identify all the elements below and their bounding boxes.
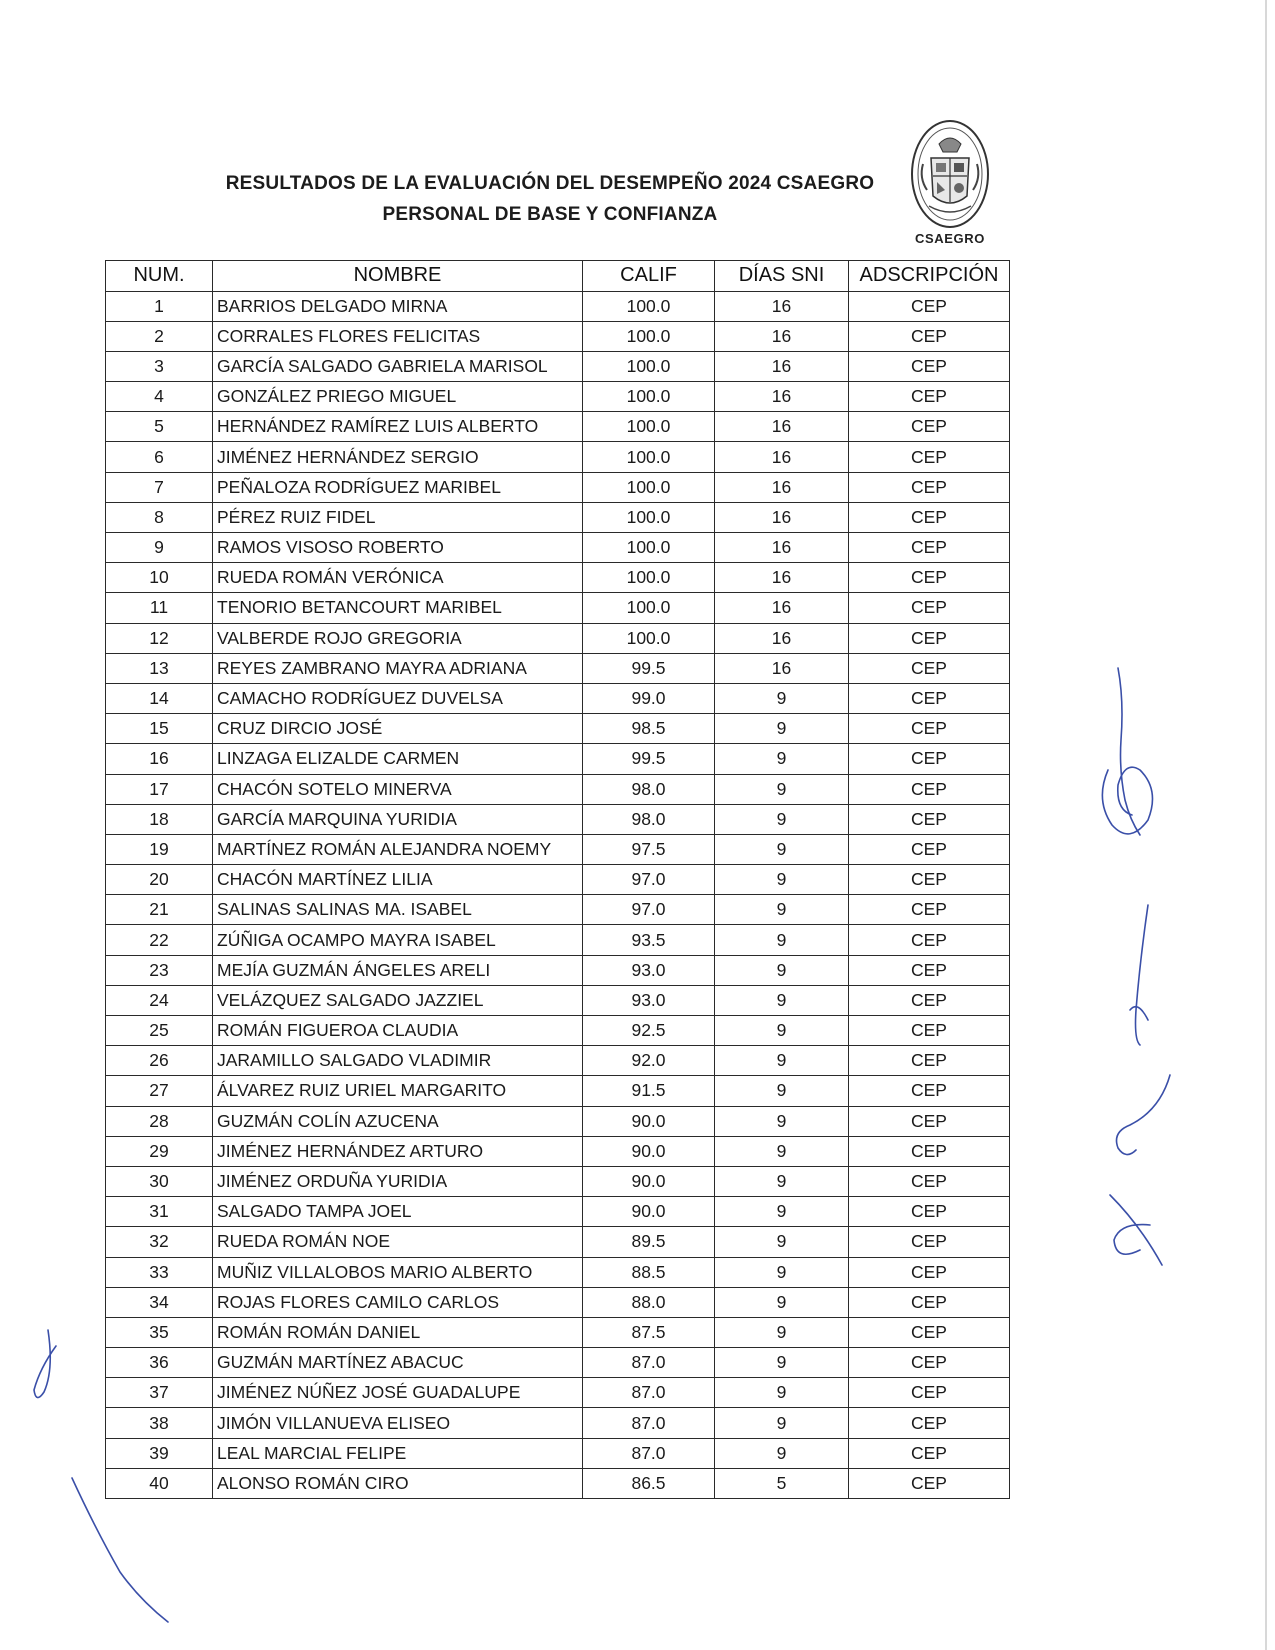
cell-dias-sni: 16	[715, 382, 849, 412]
cell-adscripcion: CEP	[849, 955, 1010, 985]
cell-nombre: BARRIOS DELGADO MIRNA	[213, 291, 583, 321]
cell-num: 1	[106, 291, 213, 321]
cell-num: 20	[106, 865, 213, 895]
signature-mark-1	[1118, 668, 1140, 835]
cell-calif: 100.0	[583, 321, 715, 351]
cell-num: 33	[106, 1257, 213, 1287]
cell-dias-sni: 9	[715, 955, 849, 985]
cell-adscripcion: CEP	[849, 1348, 1010, 1378]
cell-num: 39	[106, 1438, 213, 1468]
cell-nombre: ZÚÑIGA OCAMPO MAYRA ISABEL	[213, 925, 583, 955]
cell-num: 36	[106, 1348, 213, 1378]
cell-num: 12	[106, 623, 213, 653]
cell-nombre: JIMÓN VILLANUEVA ELISEO	[213, 1408, 583, 1438]
cell-calif: 87.0	[583, 1348, 715, 1378]
cell-dias-sni: 9	[715, 1227, 849, 1257]
cell-nombre: RUEDA ROMÁN VERÓNICA	[213, 563, 583, 593]
cell-num: 13	[106, 653, 213, 683]
cell-calif: 87.0	[583, 1378, 715, 1408]
cell-num: 21	[106, 895, 213, 925]
cell-dias-sni: 9	[715, 683, 849, 713]
cell-dias-sni: 9	[715, 1408, 849, 1438]
cell-adscripcion: CEP	[849, 533, 1010, 563]
cell-calif: 87.5	[583, 1317, 715, 1347]
cell-calif: 97.0	[583, 895, 715, 925]
cell-calif: 93.0	[583, 955, 715, 985]
cell-adscripcion: CEP	[849, 623, 1010, 653]
cell-num: 32	[106, 1227, 213, 1257]
cell-num: 34	[106, 1287, 213, 1317]
cell-nombre: VELÁZQUEZ SALGADO JAZZIEL	[213, 985, 583, 1015]
cell-calif: 93.5	[583, 925, 715, 955]
cell-adscripcion: CEP	[849, 291, 1010, 321]
cell-calif: 100.0	[583, 472, 715, 502]
cell-nombre: RAMOS VISOSO ROBERTO	[213, 533, 583, 563]
cell-num: 14	[106, 683, 213, 713]
cell-adscripcion: CEP	[849, 895, 1010, 925]
cell-nombre: PEÑALOZA RODRÍGUEZ MARIBEL	[213, 472, 583, 502]
cell-adscripcion: CEP	[849, 653, 1010, 683]
cell-dias-sni: 16	[715, 412, 849, 442]
cell-calif: 97.0	[583, 865, 715, 895]
cell-dias-sni: 9	[715, 1016, 849, 1046]
cell-num: 2	[106, 321, 213, 351]
signature-mark-5	[34, 1330, 56, 1398]
cell-calif: 99.0	[583, 683, 715, 713]
cell-num: 40	[106, 1468, 213, 1498]
header-dias-sni: DÍAS SNI	[715, 261, 849, 292]
cell-adscripcion: CEP	[849, 442, 1010, 472]
cell-num: 8	[106, 502, 213, 532]
cell-dias-sni: 9	[715, 1106, 849, 1136]
cell-dias-sni: 16	[715, 653, 849, 683]
cell-calif: 100.0	[583, 291, 715, 321]
cell-adscripcion: CEP	[849, 985, 1010, 1015]
cell-num: 4	[106, 382, 213, 412]
cell-adscripcion: CEP	[849, 1257, 1010, 1287]
cell-nombre: ROJAS FLORES CAMILO CARLOS	[213, 1287, 583, 1317]
cell-adscripcion: CEP	[849, 804, 1010, 834]
cell-dias-sni: 5	[715, 1468, 849, 1498]
title-line-1: RESULTADOS DE LA EVALUACIÓN DEL DESEMPEÑO 2024 CSAEGRO	[225, 173, 875, 194]
cell-dias-sni: 9	[715, 714, 849, 744]
cell-nombre: ROMÁN FIGUEROA CLAUDIA	[213, 1016, 583, 1046]
cell-num: 37	[106, 1378, 213, 1408]
cell-dias-sni: 9	[715, 1136, 849, 1166]
cell-calif: 100.0	[583, 593, 715, 623]
cell-nombre: GUZMÁN MARTÍNEZ ABACUC	[213, 1348, 583, 1378]
cell-adscripcion: CEP	[849, 1317, 1010, 1347]
cell-nombre: JIMÉNEZ HERNÁNDEZ ARTURO	[213, 1136, 583, 1166]
cell-adscripcion: CEP	[849, 321, 1010, 351]
cell-calif: 97.5	[583, 834, 715, 864]
cell-adscripcion: CEP	[849, 1468, 1010, 1498]
cell-nombre: TENORIO BETANCOURT MARIBEL	[213, 593, 583, 623]
cell-adscripcion: CEP	[849, 1197, 1010, 1227]
cell-dias-sni: 9	[715, 774, 849, 804]
cell-adscripcion: CEP	[849, 834, 1010, 864]
cell-calif: 100.0	[583, 382, 715, 412]
cell-num: 11	[106, 593, 213, 623]
signature-mark-4	[1110, 1195, 1162, 1265]
cell-calif: 86.5	[583, 1468, 715, 1498]
cell-nombre: GUZMÁN COLÍN AZUCENA	[213, 1106, 583, 1136]
cell-nombre: SALINAS SALINAS MA. ISABEL	[213, 895, 583, 925]
cell-num: 6	[106, 442, 213, 472]
cell-adscripcion: CEP	[849, 683, 1010, 713]
cell-dias-sni: 9	[715, 1046, 849, 1076]
cell-calif: 88.0	[583, 1287, 715, 1317]
cell-calif: 100.0	[583, 442, 715, 472]
cell-adscripcion: CEP	[849, 1378, 1010, 1408]
cell-adscripcion: CEP	[849, 1016, 1010, 1046]
cell-dias-sni: 16	[715, 291, 849, 321]
cell-calif: 100.0	[583, 533, 715, 563]
cell-num: 25	[106, 1016, 213, 1046]
cell-adscripcion: CEP	[849, 1227, 1010, 1257]
signature-mark-6	[72, 1478, 168, 1622]
cell-num: 3	[106, 351, 213, 381]
cell-nombre: JIMÉNEZ HERNÁNDEZ SERGIO	[213, 442, 583, 472]
cell-num: 17	[106, 774, 213, 804]
cell-num: 23	[106, 955, 213, 985]
cell-calif: 90.0	[583, 1197, 715, 1227]
cell-dias-sni: 16	[715, 623, 849, 653]
cell-calif: 100.0	[583, 563, 715, 593]
cell-calif: 100.0	[583, 412, 715, 442]
cell-nombre: GARCÍA SALGADO GABRIELA MARISOL	[213, 351, 583, 381]
cell-adscripcion: CEP	[849, 1106, 1010, 1136]
cell-nombre: VALBERDE ROJO GREGORIA	[213, 623, 583, 653]
cell-nombre: ROMÁN ROMÁN DANIEL	[213, 1317, 583, 1347]
cell-num: 5	[106, 412, 213, 442]
cell-dias-sni: 9	[715, 744, 849, 774]
cell-dias-sni: 9	[715, 1348, 849, 1378]
cell-calif: 92.5	[583, 1016, 715, 1046]
cell-dias-sni: 9	[715, 1287, 849, 1317]
cell-calif: 99.5	[583, 744, 715, 774]
cell-nombre: CAMACHO RODRÍGUEZ DUVELSA	[213, 683, 583, 713]
cell-calif: 98.0	[583, 804, 715, 834]
cell-nombre: LEAL MARCIAL FELIPE	[213, 1438, 583, 1468]
cell-num: 16	[106, 744, 213, 774]
cell-nombre: REYES ZAMBRANO MAYRA ADRIANA	[213, 653, 583, 683]
cell-dias-sni: 9	[715, 1166, 849, 1196]
cell-nombre: MARTÍNEZ ROMÁN ALEJANDRA NOEMY	[213, 834, 583, 864]
cell-nombre: PÉREZ RUIZ FIDEL	[213, 502, 583, 532]
cell-num: 27	[106, 1076, 213, 1106]
cell-calif: 89.5	[583, 1227, 715, 1257]
cell-nombre: MUÑIZ VILLALOBOS MARIO ALBERTO	[213, 1257, 583, 1287]
cell-nombre: ÁLVAREZ RUIZ URIEL MARGARITO	[213, 1076, 583, 1106]
cell-dias-sni: 9	[715, 1257, 849, 1287]
cell-adscripcion: CEP	[849, 1136, 1010, 1166]
cell-adscripcion: CEP	[849, 1046, 1010, 1076]
title-line-2: PERSONAL DE BASE Y CONFIANZA	[382, 204, 718, 225]
cell-calif: 93.0	[583, 985, 715, 1015]
cell-calif: 87.0	[583, 1438, 715, 1468]
cell-dias-sni: 9	[715, 1378, 849, 1408]
cell-calif: 87.0	[583, 1408, 715, 1438]
cell-nombre: CORRALES FLORES FELICITAS	[213, 321, 583, 351]
cell-nombre: SALGADO TAMPA JOEL	[213, 1197, 583, 1227]
cell-calif: 98.0	[583, 774, 715, 804]
cell-num: 10	[106, 563, 213, 593]
cell-dias-sni: 9	[715, 985, 849, 1015]
cell-nombre: GONZÁLEZ PRIEGO MIGUEL	[213, 382, 583, 412]
cell-calif: 98.5	[583, 714, 715, 744]
header-adscripcion: ADSCRIPCIÓN	[849, 261, 1010, 292]
cell-adscripcion: CEP	[849, 593, 1010, 623]
signature-mark-3	[1117, 1075, 1171, 1155]
cell-dias-sni: 16	[715, 321, 849, 351]
cell-nombre: CHACÓN MARTÍNEZ LILIA	[213, 865, 583, 895]
cell-adscripcion: CEP	[849, 412, 1010, 442]
cell-dias-sni: 16	[715, 442, 849, 472]
cell-adscripcion: CEP	[849, 382, 1010, 412]
cell-nombre: JIMÉNEZ NÚÑEZ JOSÉ GUADALUPE	[213, 1378, 583, 1408]
cell-nombre: RUEDA ROMÁN NOE	[213, 1227, 583, 1257]
cell-nombre: ALONSO ROMÁN CIRO	[213, 1468, 583, 1498]
header-nombre: NOMBRE	[213, 261, 583, 292]
cell-calif: 100.0	[583, 623, 715, 653]
cell-nombre: GARCÍA MARQUINA YURIDIA	[213, 804, 583, 834]
cell-nombre: HERNÁNDEZ RAMÍREZ LUIS ALBERTO	[213, 412, 583, 442]
logo-caption: CSAEGRO	[915, 231, 985, 246]
cell-calif: 90.0	[583, 1166, 715, 1196]
cell-nombre: CRUZ DIRCIO JOSÉ	[213, 714, 583, 744]
cell-dias-sni: 16	[715, 472, 849, 502]
cell-nombre: JARAMILLO SALGADO VLADIMIR	[213, 1046, 583, 1076]
cell-num: 28	[106, 1106, 213, 1136]
cell-calif: 91.5	[583, 1076, 715, 1106]
cell-adscripcion: CEP	[849, 351, 1010, 381]
cell-num: 30	[106, 1166, 213, 1196]
cell-dias-sni: 9	[715, 1076, 849, 1106]
signature-mark-2	[1130, 905, 1148, 1045]
cell-calif: 90.0	[583, 1136, 715, 1166]
cell-adscripcion: CEP	[849, 1076, 1010, 1106]
cell-num: 18	[106, 804, 213, 834]
cell-nombre: MEJÍA GUZMÁN ÁNGELES ARELI	[213, 955, 583, 985]
cell-calif: 100.0	[583, 502, 715, 532]
cell-dias-sni: 9	[715, 865, 849, 895]
cell-dias-sni: 16	[715, 502, 849, 532]
cell-num: 26	[106, 1046, 213, 1076]
cell-dias-sni: 16	[715, 593, 849, 623]
cell-num: 38	[106, 1408, 213, 1438]
cell-dias-sni: 16	[715, 351, 849, 381]
cell-dias-sni: 9	[715, 834, 849, 864]
cell-adscripcion: CEP	[849, 1287, 1010, 1317]
cell-adscripcion: CEP	[849, 925, 1010, 955]
cell-dias-sni: 9	[715, 1317, 849, 1347]
cell-dias-sni: 9	[715, 1438, 849, 1468]
cell-num: 9	[106, 533, 213, 563]
cell-dias-sni: 9	[715, 1197, 849, 1227]
cell-calif: 99.5	[583, 653, 715, 683]
cell-dias-sni: 9	[715, 925, 849, 955]
cell-num: 19	[106, 834, 213, 864]
cell-num: 24	[106, 985, 213, 1015]
cell-dias-sni: 9	[715, 895, 849, 925]
cell-adscripcion: CEP	[849, 865, 1010, 895]
header-calif: CALIF	[583, 261, 715, 292]
cell-num: 35	[106, 1317, 213, 1347]
cell-adscripcion: CEP	[849, 1408, 1010, 1438]
cell-num: 22	[106, 925, 213, 955]
cell-nombre: JIMÉNEZ ORDUÑA YURIDIA	[213, 1166, 583, 1196]
cell-calif: 92.0	[583, 1046, 715, 1076]
cell-calif: 90.0	[583, 1106, 715, 1136]
cell-dias-sni: 16	[715, 533, 849, 563]
cell-calif: 88.5	[583, 1257, 715, 1287]
cell-dias-sni: 9	[715, 804, 849, 834]
cell-num: 15	[106, 714, 213, 744]
cell-nombre: CHACÓN SOTELO MINERVA	[213, 774, 583, 804]
cell-adscripcion: CEP	[849, 472, 1010, 502]
cell-num: 31	[106, 1197, 213, 1227]
cell-calif: 100.0	[583, 351, 715, 381]
cell-num: 7	[106, 472, 213, 502]
cell-adscripcion: CEP	[849, 1166, 1010, 1196]
cell-adscripcion: CEP	[849, 714, 1010, 744]
cell-adscripcion: CEP	[849, 774, 1010, 804]
cell-nombre: LINZAGA ELIZALDE CARMEN	[213, 744, 583, 774]
cell-adscripcion: CEP	[849, 744, 1010, 774]
cell-adscripcion: CEP	[849, 502, 1010, 532]
cell-adscripcion: CEP	[849, 1438, 1010, 1468]
cell-num: 29	[106, 1136, 213, 1166]
cell-adscripcion: CEP	[849, 563, 1010, 593]
signature-mark-1b	[1102, 767, 1152, 834]
header-num: NUM.	[106, 261, 213, 292]
cell-dias-sni: 16	[715, 563, 849, 593]
